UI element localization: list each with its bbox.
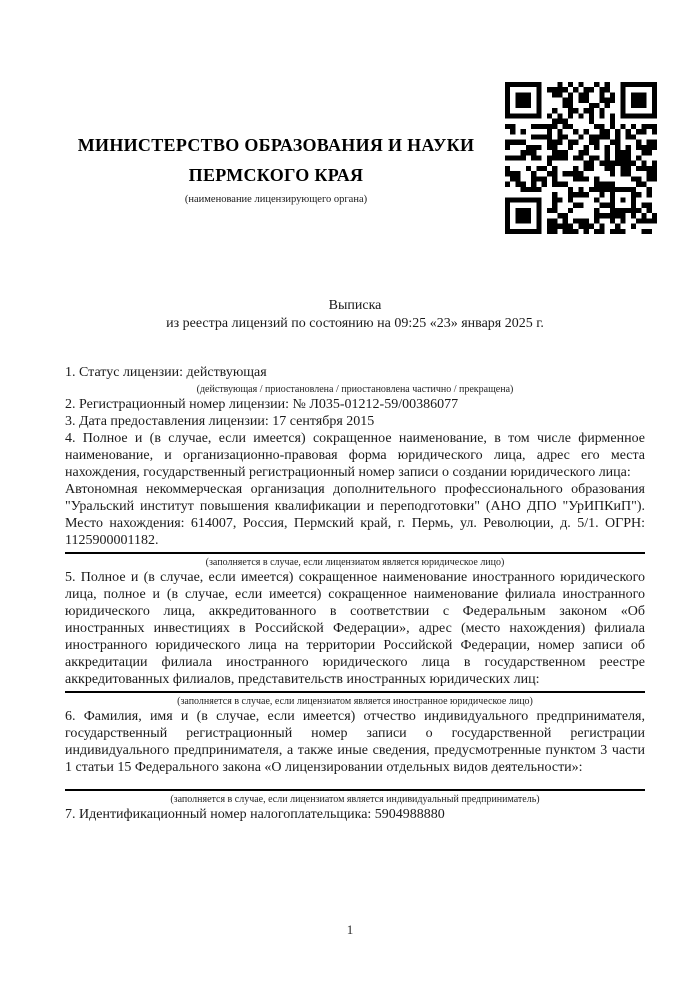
org-caption: (наименование лицензирующего органа) xyxy=(184,194,368,205)
document-title-line2: из реестра лицензий по состоянию на 09:25 «23» января 2025 г. xyxy=(166,316,544,331)
document-body xyxy=(65,364,645,823)
item-6-note: (заполняется в случае, если лицензиатом является индивидуальный предприниматель) xyxy=(170,794,540,805)
document-title-line1: Выписка xyxy=(328,298,382,313)
qr-code xyxy=(505,82,657,234)
item-1-text: 1. Статус лицензии: действующая xyxy=(65,365,267,380)
item-5-foreign-entity xyxy=(65,569,645,708)
item-1-license-status xyxy=(65,364,645,396)
org-name xyxy=(62,130,490,190)
item-2-text: 2. Регистрационный номер лицензии: № Л035-01212-59/00386077 xyxy=(65,397,459,412)
document-title xyxy=(65,297,645,333)
item-2-registration-number xyxy=(65,396,645,413)
item-6-fill-line xyxy=(65,789,645,791)
item-6-individual-entrepreneur xyxy=(65,708,645,806)
item-3-license-date xyxy=(65,413,645,430)
item-3-text: 3. Дата предоставления лицензии: 17 сентября 2015 xyxy=(65,414,375,429)
item-4-fill-line xyxy=(65,552,645,554)
item-4-note: (заполняется в случае, если лицензиатом является юридическое лицо) xyxy=(205,557,505,568)
item-4-value: Автономная некоммерческая организация дополнительного профессионального образования "Уральский институт повышения квалификации и переподготовки" (АНО ДПО "УрИПКиП"). Место нахождения: 614007, Россия, Пермский край, г. Пермь, ул. Революции, д. 5/1. ОГРН: 1125900001182. xyxy=(65,482,645,548)
org-name-line1: МИНИСТЕРСТВО ОБРАЗОВАНИЯ И НАУКИ xyxy=(77,135,475,155)
item-5-fill-line xyxy=(65,691,645,693)
item-5-text: 5. Полное и (в случае, если имеется) сокращенное наименование иностранного юридического лица, полное и (в случае, если имеется) сокращенное наименование филиала иностранного юридического лица, аккредитованного в соответствии с Федеральным законом «Об иностранных инвестициях в Российской Федерации», адрес (место нахождения) филиала иностранного юридического лица на территории Российской Федерации, номер записи об аккредитации филиала иностранного юридического лица в государственном реестре аккредитованных филиалов, представительств иностранных юридических лиц: xyxy=(65,570,645,687)
org-name-line2: ПЕРМСКОГО КРАЯ xyxy=(188,165,364,185)
item-7-taxpayer-id xyxy=(65,806,645,823)
item-4-text: 4. Полное и (в случае, если имеется) сокращенное наименование, в том числе фирменное наименование, и организационно-правовая форма юридического лица, адрес его места нахождения, государственный регистрационный номер записи о создании юридического лица: xyxy=(65,431,645,480)
item-7-text: 7. Идентификационный номер налогоплательщика: 5904988880 xyxy=(65,807,445,822)
item-1-note: (действующая / приостановлена / приостановлена частично / прекращена) xyxy=(196,384,514,395)
licensing-authority-header xyxy=(62,130,490,205)
item-6-text: 6. Фамилия, имя и (в случае, если имеется) отчество индивидуального предпринимателя, государственный регистрационный номер записи о государственной регистрации индивидуального предпринимателя, а также иные сведения, предусмотренные пунктом 3 части 1 статьи 15 Федерального закона «О лицензировании отдельных видов деятельности»: xyxy=(65,709,645,775)
item-4-legal-entity xyxy=(65,430,645,569)
qr-code-canvas xyxy=(505,82,657,234)
page-number: 1 xyxy=(346,922,354,937)
item-5-note: (заполняется в случае, если лицензиатом является иностранное юридическое лицо) xyxy=(177,696,533,707)
